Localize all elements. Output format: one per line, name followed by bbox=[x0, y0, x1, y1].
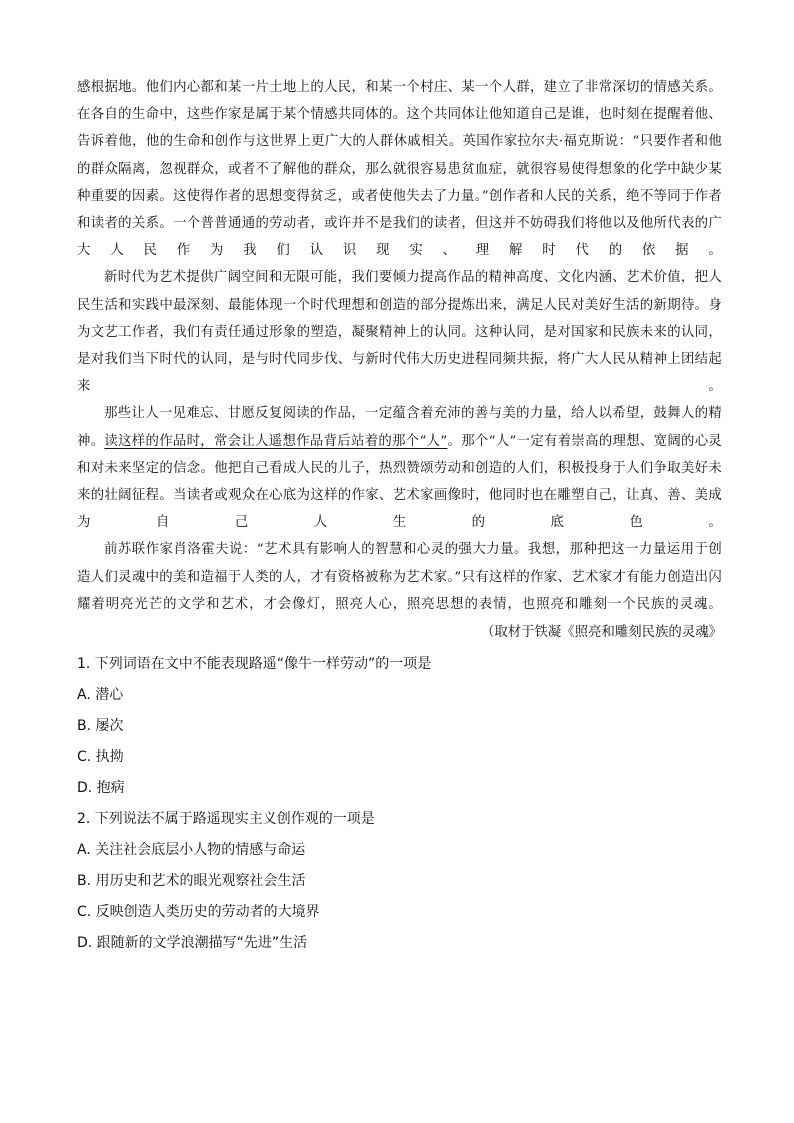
paragraph-text: 。那个“人”一定有着崇高的理想、宽阔的心灵和对未来坚定的信念。他把自己看成人民的儿子，热烈赞颂劳动和创造的人们，积极投身于人们争取美好未来的壮阔征程。当读者或观众在心底为这样的作家、艺术家画像时，他同时也在雕塑自己，让真、善、美成为自己人生的底色。 bbox=[77, 433, 723, 531]
passage-paragraph-3 bbox=[77, 400, 722, 536]
paragraph-text: 感根据地。他们内心都和某一片土地上的人民，和某一个村庄、某一个人群，建立了非常深切的情感关系。在各自的生命中，这些作家是属于某个情感共同体的。这个共同体让他知道自己是谁，也时刻在提醒着他、告诉着他，他的生命和创作与这世界上更广大的人群休戚相关。英国作家拉尔夫·福克斯说：“只要作者和他的群众隔离，忽视群众，或者不了解他的群众，那么就很容易患贫血症，就很容易使得想象的化学中缺少某种重要的因素。这使得作者的思想变得贫乏，或者使他失去了力量。”创作者和人民的关系，绝不等同于作者和读者的关系。一个普普通通的劳动者，或许并不是我们的读者，但这并不妨碍我们将他以及他所代表的广大人民作为我们认识现实、理解时代的依据。 bbox=[77, 80, 722, 259]
paragraph-text: 前苏联作家肖洛霍夫说：“艺术具有影响人的智慧和心灵的强大力量。我想，那种把这一力量运用于创造人们灵魂中的美和造福于人类的人，才有资格被称为艺术家。”只有这样的作家、艺术家才有能力创造出闪耀着明亮光芒的文学和艺术，才会像灯，照亮人心，照亮思想的表情，也照亮和雕刻一个民族的灵魂。 bbox=[77, 542, 722, 612]
passage-paragraph-1 bbox=[77, 74, 722, 264]
passage-paragraph-2 bbox=[77, 264, 722, 400]
option-c: C. 反映创造人类历史的劳动者的大境界 bbox=[77, 904, 320, 921]
option-a: A. 关注社会底层小人物的情感与命运 bbox=[77, 842, 306, 859]
question-2 bbox=[77, 804, 722, 959]
question-list bbox=[77, 649, 722, 959]
option-d: D. 抱病 bbox=[77, 780, 125, 797]
question-stem: 2. 下列说法不属于路遥现实主义创作观的一项是 bbox=[77, 811, 375, 828]
option-d: D. 跟随新的文学浪潮描写“先进”生活 bbox=[77, 935, 308, 952]
option-b: B. 用历史和艺术的眼光观察社会生活 bbox=[77, 873, 306, 890]
underlined-sentence: 读这样的作品时，常会让人遥想作品背后站着的那个“人” bbox=[104, 433, 448, 449]
paragraph-text: 新时代为艺术提供广阔空间和无限可能，我们要倾力提高作品的精神高度、文化内涵、艺术价值，把人民生活和实践中最深刻、最能体现一个时代理想和创造的部分提炼出来，满足人民对美好生活的新期待。身为文艺工作者，我们有责任通过形象的塑造，凝聚精神上的认同。这种认同，是对国家和民族未来的认同，是对我们当下时代的认同，是与时代同步伐、与新时代伟大历史进程同频共振，将广大人民从精神上团结起来。 bbox=[77, 270, 722, 395]
option-b: B. 屡次 bbox=[77, 718, 124, 735]
option-c: C. 执拗 bbox=[77, 749, 124, 766]
option-a: A. 潜心 bbox=[77, 687, 124, 704]
question-stem: 1. 下列词语在文中不能表现路遥“像牛一样劳动”的一项是 bbox=[77, 656, 432, 673]
reading-passage bbox=[77, 74, 722, 646]
passage-source: （取材于铁凝《照亮和雕刻民族的灵魂》 bbox=[480, 625, 722, 641]
question-1 bbox=[77, 649, 722, 804]
passage-paragraph-4 bbox=[77, 536, 722, 618]
paragraph-text: 那些让人一见难忘、甘愿反复阅读的作品，一定蕴含着充沛的善与美的力量，给人以希望，鼓舞人的精神。 bbox=[77, 406, 722, 449]
